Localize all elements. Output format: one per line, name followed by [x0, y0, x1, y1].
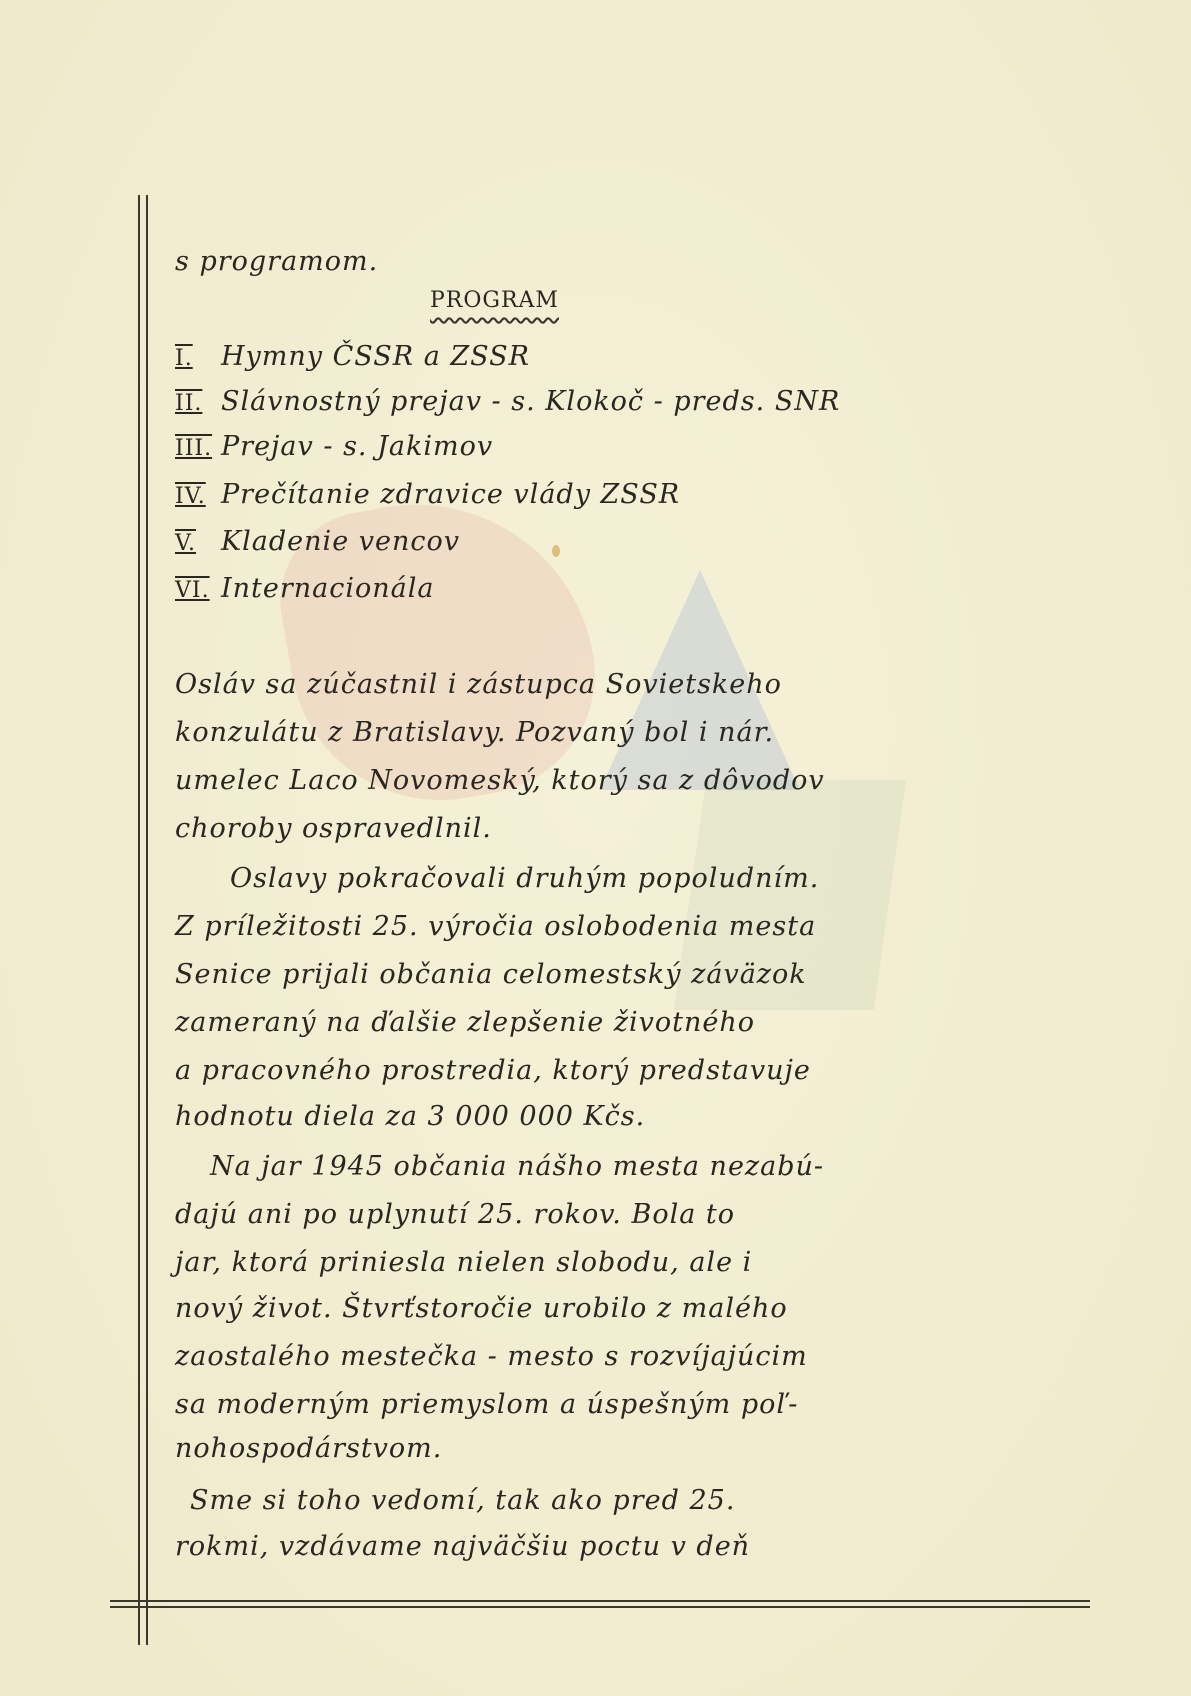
program-item [175, 478, 680, 514]
program-item [175, 525, 460, 561]
program-title: PROGRAM [430, 288, 559, 313]
item-text: Kladenie vencov [221, 526, 461, 557]
text-line: choroby ospravedlnil. [175, 813, 492, 844]
item-text: Hymny ČSSR a ZSSR [221, 341, 531, 372]
item-text: Prečítanie zdravice vlády ZSSR [221, 479, 681, 510]
text-line: konzulátu z Bratislavy. Pozvaný bol i nár. [175, 717, 775, 748]
margin-line [138, 195, 140, 1645]
program-item [175, 572, 435, 608]
item-text: Internacionála [221, 573, 435, 604]
intro-line: s programom. [175, 246, 379, 277]
program-item [175, 430, 493, 466]
text-line: umelec Laco Novomeský, ktorý sa z dôvodov [175, 765, 825, 796]
item-number: II. [175, 391, 203, 416]
text-line: Na jar 1945 občania nášho mesta nezabú- [210, 1151, 825, 1182]
text-line: rokmi, vzdávame najväčšiu poctu v deň [175, 1531, 751, 1562]
text-line: hodnotu diela za 3 000 000 Kčs. [175, 1101, 646, 1132]
item-text: Prejav - s. Jakimov [221, 431, 494, 462]
stain-mark [552, 545, 560, 557]
item-text: Slávnostný prejav - s. Klokoč - preds. SNR [221, 386, 841, 417]
text-line: zameraný na ďalšie zlepšenie životného [175, 1007, 756, 1038]
text-line: Sme si toho vedomí, tak ako pred 25. [190, 1485, 736, 1516]
item-number: VI. [175, 578, 210, 603]
program-item [175, 340, 530, 376]
text-line: sa moderným priemyslom a úspešným poľ- [175, 1389, 799, 1420]
text-line: a pracovného prostredia, ktorý predstavuje [175, 1055, 811, 1086]
text-line: nohospodárstvom. [175, 1433, 443, 1464]
text-line: nový život. Štvrťstoročie urobilo z malého [175, 1293, 788, 1324]
margin-line [146, 195, 148, 1645]
program-item [175, 385, 840, 421]
text-line: zaostalého mestečka - mesto s rozvíjajúcim [175, 1341, 808, 1372]
text-line: Z príležitosti 25. výročia oslobodenia mesta [175, 911, 817, 942]
item-number: IV. [175, 484, 206, 509]
bottom-rule [110, 1606, 1090, 1608]
item-number: V. [175, 531, 197, 556]
text-line: Osláv sa zúčastnil i zástupca Sovietskeho [175, 669, 782, 700]
item-number: I. [175, 346, 193, 371]
bottom-rule [110, 1600, 1090, 1602]
text-line: Senice prijali občania celomestský záväzok [175, 959, 807, 990]
text-line: dajú ani po uplynutí 25. rokov. Bola to [175, 1199, 735, 1230]
item-number: III. [175, 436, 213, 461]
text-line: Oslavy pokračovali druhým popoludním. [230, 863, 820, 894]
text-line: jar, ktorá priniesla nielen slobodu, ale i [175, 1247, 753, 1278]
